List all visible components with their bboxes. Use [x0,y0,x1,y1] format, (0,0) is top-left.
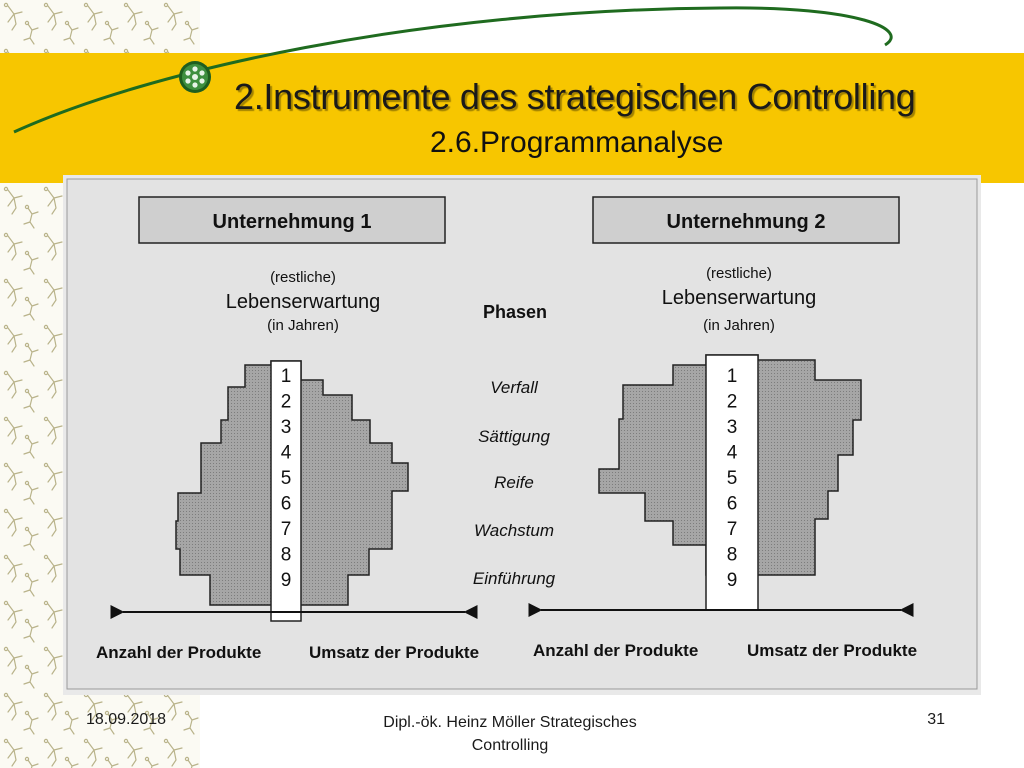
company-2-year-7: 7 [726,519,738,540]
company-1-year-1: 1 [280,366,292,387]
life-years-1: (in Jahren) [267,317,339,334]
axis-right-count: Anzahl der Produkte [533,641,699,660]
company-2-year-5: 5 [726,468,738,489]
footer-author-line2: Controlling [471,737,549,754]
company-2-year-6: 6 [726,493,738,515]
company-1-label: Unternehmung 1 [212,211,372,233]
company-1-year-3: 3 [280,417,292,438]
phases-title: Phasen [482,302,548,322]
company-1-year-9: 9 [280,570,292,591]
life-restliche-1: (restliche) [270,269,336,286]
programmanalyse-figure [63,175,981,695]
slide-subtitle: 2.6.Programmanalyse [430,126,724,159]
company-1-year-8: 8 [280,544,292,566]
footer-page-number: 31 [927,711,945,728]
company-2-year-3: 3 [726,417,738,438]
company-1-year-5: 5 [280,468,292,489]
green-dot-cluster-icon [177,59,213,95]
life-label-1: Lebenserwartung [225,291,381,313]
phase-einfuehrung: Einführung [472,569,556,588]
company-1-year-4: 4 [280,442,292,464]
company-2-year-4: 4 [726,442,738,464]
company-1-year-6: 6 [280,493,292,515]
company-2-year-8: 8 [726,544,738,566]
phase-reife: Reife [494,473,534,492]
company-2-year-9: 9 [726,570,738,591]
company-1-year-2: 2 [280,391,292,413]
years-right [727,366,738,591]
company-2-year-2: 2 [726,391,738,413]
phase-verfall: Verfall [490,378,538,397]
life-restliche-2: (restliche) [706,265,772,282]
life-years-2: (in Jahren) [703,317,775,334]
company-1-year-7: 7 [280,519,292,540]
axis-right-revenue: Umsatz der Produkte [747,641,918,660]
company-2-year-1: 1 [726,366,738,387]
footer-author-line1: Dipl.-ök. Heinz Möller Strategisches [383,714,637,731]
phase-saettigung: Sättigung [478,427,550,446]
axis-left-revenue: Umsatz der Produkte [309,643,480,662]
slide-title: 2.Instrumente des strategischen Controlling [234,76,916,117]
years-left [281,366,292,591]
footer-author [340,711,680,757]
phase-wachstum: Wachstum [474,521,554,540]
axis-left-count: Anzahl der Produkte [96,643,262,662]
life-label-2: Lebenserwartung [661,287,817,309]
footer-date: 18.09.2018 [86,711,167,728]
company-2-label: Unternehmung 2 [666,211,826,233]
